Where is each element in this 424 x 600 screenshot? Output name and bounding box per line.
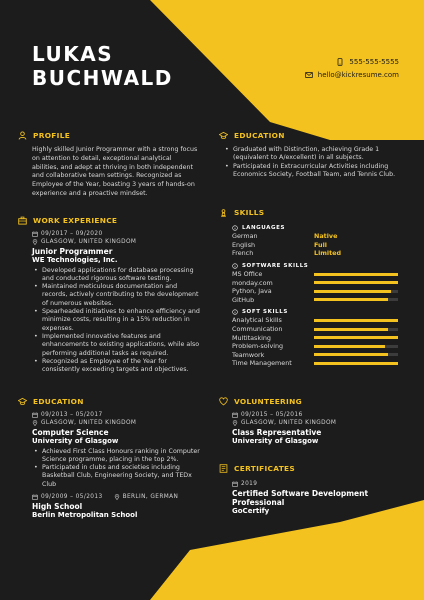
edu2-meta — [32, 493, 200, 501]
profile-title: PROFILE — [33, 130, 71, 140]
edu1-meta — [32, 411, 200, 419]
education-left-heading — [18, 395, 200, 407]
edu1-bullet-list — [32, 448, 200, 489]
email-text: hello@kickresume.com — [317, 70, 399, 79]
soft-label: SOFT SKILLS — [242, 309, 288, 316]
soft-skill-name: Communication — [232, 325, 283, 334]
languages-subheading — [232, 224, 404, 232]
software-skill-level-fill — [314, 298, 388, 301]
education-right-bullet-list — [219, 146, 404, 179]
soft-skill-row — [232, 333, 404, 342]
software-subheading — [232, 262, 404, 270]
certificate-issuer: GoCertify — [232, 507, 270, 515]
work-section — [18, 214, 200, 374]
soft-skill-row — [232, 316, 404, 325]
work-bullet-list — [32, 267, 200, 375]
certificate-meta — [232, 480, 404, 488]
software-skill-level-bar — [314, 298, 398, 301]
language-row — [232, 241, 404, 250]
info-icon — [232, 263, 238, 269]
calendar-icon — [32, 231, 38, 237]
edu1-location: GLASGOW, UNITED KINGDOM — [41, 420, 137, 426]
software-skill-name: MS Office — [232, 270, 263, 279]
soft-skill-level-fill — [314, 319, 398, 322]
volunteering-role: Class Representative — [232, 428, 322, 437]
education-right-title: EDUCATION — [234, 130, 285, 140]
edu2-degree: High School — [32, 502, 83, 512]
briefcase-icon — [18, 216, 27, 225]
phone-icon — [336, 58, 344, 66]
soft-skill-level-bar — [314, 336, 398, 339]
volunteering-section — [219, 395, 404, 446]
soft-subheading — [232, 308, 404, 316]
edu2-dates: 09/2009 – 05/2013 — [41, 494, 103, 501]
volunteering-heading — [219, 395, 404, 407]
soft-skill-name: Multitasking — [232, 333, 271, 342]
language-level: Full — [314, 240, 327, 249]
soft-skill-row — [232, 351, 404, 360]
edu1-dates: 09/2013 – 05/2017 — [41, 412, 103, 418]
software-skill-name: Python, Java — [232, 287, 272, 296]
soft-skill-level-fill — [314, 353, 388, 356]
skills-heading — [219, 206, 404, 218]
email-row[interactable] — [229, 69, 399, 80]
language-level: Limited — [314, 249, 342, 258]
languages-label: LANGUAGES — [242, 225, 286, 231]
volunteering-dates: 09/2015 – 05/2016 — [241, 412, 303, 418]
work-title: WORK EXPERIENCE — [33, 215, 118, 225]
work-location-row — [32, 238, 200, 246]
soft-skill-level-bar — [314, 328, 398, 331]
graduation-cap-icon — [219, 131, 228, 140]
soft-skills-list — [232, 316, 404, 368]
work-position: Junior Programmer — [32, 247, 113, 256]
software-label: SOFTWARE SKILLS — [242, 262, 309, 269]
software-skill-level-fill — [314, 281, 398, 284]
education-right-section — [219, 129, 404, 179]
phone-row[interactable] — [229, 56, 399, 67]
language-name: German — [232, 232, 258, 241]
person-icon — [18, 131, 27, 140]
software-skill-level-bar — [314, 273, 398, 276]
soft-skill-level-bar — [314, 362, 398, 365]
edu1-location-row — [32, 419, 200, 427]
last-name: BUCHWALD — [32, 66, 173, 90]
info-icon — [232, 309, 238, 315]
soft-skill-level-bar — [314, 353, 398, 356]
education-right-bullet: • Participated in Extracurricular Activities including Economics Society, Football Team, and Tennis Club. — [223, 163, 404, 180]
work-dates: 09/2017 – 09/2020 — [41, 231, 103, 237]
work-location: GLASGOW, UNITED KINGDOM — [41, 239, 137, 245]
calendar-icon — [32, 412, 38, 418]
education-left-section — [18, 395, 200, 520]
soft-skill-level-fill — [314, 328, 388, 331]
edu2-location: BERLIN, GERMAN — [122, 494, 179, 501]
edu1-bullet: • Participated in clubs and societies including Basketball Club, Engineering Society, and TEDx Club — [32, 464, 200, 489]
language-row — [232, 249, 404, 258]
work-bullet: • Maintained meticulous documentation and records, actively contributing to the development of numerous websites. — [32, 283, 200, 308]
graduation-cap-icon — [18, 397, 27, 406]
edu1-bullet: • Achieved First Class Honours ranking in Computer Science programme, placing in the top 2%. — [32, 448, 200, 465]
certificates-section — [219, 462, 404, 516]
language-name: French — [232, 249, 254, 258]
profile-text: Highly skilled Junior Programmer with a strong focus on attention to detail, exceptional analytical abilities, and adept at thriving in both independent and collaborative team settings. Recognized as Employee of the Year, boasting 3 years of hands-on experience and a proactive mindset. — [32, 146, 198, 197]
work-bullet: • Recognized as Employee of the Year for consistently exceeding targets and objectives. — [32, 358, 200, 375]
skills-section — [219, 206, 404, 368]
soft-skill-name: Analytical Skills — [232, 316, 282, 325]
work-bullet: • Developed applications for database processing and conducted rigorous software testing. — [32, 267, 200, 284]
location-pin-icon — [32, 420, 38, 426]
work-meta — [32, 230, 200, 238]
software-skill-row — [232, 287, 404, 296]
software-skill-name: monday.com — [232, 278, 273, 287]
languages-list — [232, 232, 404, 258]
soft-skill-row — [232, 325, 404, 334]
edu1-school: University of Glasgow — [32, 437, 119, 445]
info-icon — [232, 225, 238, 231]
certificates-title: CERTIFICATES — [234, 463, 296, 473]
soft-skill-name: Problem-solving — [232, 342, 284, 351]
soft-skill-level-fill — [314, 336, 398, 339]
heart-icon — [219, 397, 228, 406]
email-icon — [305, 71, 313, 79]
software-skill-name: GitHub — [232, 295, 255, 304]
work-company: WE Technologies, Inc. — [32, 256, 118, 264]
soft-skill-level-fill — [314, 345, 385, 348]
soft-skill-name: Teamwork — [232, 350, 265, 359]
certificates-heading — [219, 462, 404, 474]
calendar-icon — [232, 481, 238, 487]
work-bullet: • Implemented innovative features and enhancements to existing applications, while also performing additional tasks as required. — [32, 333, 200, 358]
software-skill-level-fill — [314, 273, 398, 276]
calendar-icon — [232, 412, 238, 418]
certificate-name: Certified Software Development Professional — [232, 489, 369, 507]
education-right-heading — [219, 129, 404, 141]
education-right-bullet: • Graduated with Distinction, achieving Grade 1 (equivalent to A/excellent) in all subjects. — [223, 146, 404, 163]
contact-block — [229, 56, 399, 80]
work-bullet: • Spearheaded initiatives to enhance efficiency and minimize costs, resulting in a 15% reduction in expenses. — [32, 308, 200, 333]
software-skill-level-bar — [314, 281, 398, 284]
location-pin-icon — [114, 494, 120, 500]
volunteering-location-row — [232, 419, 404, 427]
software-skill-level-bar — [314, 290, 398, 293]
volunteering-org: University of Glasgow — [232, 437, 319, 445]
soft-skill-name: Time Management — [232, 359, 292, 368]
soft-skill-level-bar — [314, 345, 398, 348]
volunteering-title: VOLUNTEERING — [234, 396, 302, 406]
location-pin-icon — [32, 239, 38, 245]
certificate-icon — [219, 464, 228, 473]
soft-skill-level-bar — [314, 319, 398, 322]
software-skill-row — [232, 278, 404, 287]
profile-heading — [18, 129, 198, 141]
software-skill-row — [232, 270, 404, 279]
volunteering-location: GLASGOW, UNITED KINGDOM — [241, 420, 337, 426]
certificate-year: 2019 — [241, 481, 258, 487]
location-pin-icon — [232, 420, 238, 426]
software-skill-level-fill — [314, 290, 391, 293]
profile-section — [18, 129, 198, 199]
soft-skill-level-fill — [314, 362, 398, 365]
education-left-title: EDUCATION — [33, 396, 84, 406]
calendar-icon — [32, 494, 38, 500]
work-heading — [18, 214, 200, 226]
edu2-school: Berlin Metropolitan School — [32, 511, 138, 520]
language-level: Native — [314, 232, 338, 241]
software-skill-row — [232, 296, 404, 305]
first-name: LUKAS — [32, 42, 114, 66]
chess-piece-icon — [219, 208, 228, 217]
phone-text: 555-555-5555 — [349, 57, 399, 66]
edu1-degree: Computer Science — [32, 428, 109, 437]
soft-skill-row — [232, 342, 404, 351]
software-skills-list — [232, 270, 404, 304]
language-row — [232, 232, 404, 241]
volunteering-meta — [232, 411, 404, 419]
language-name: English — [232, 240, 256, 249]
soft-skill-row — [232, 359, 404, 368]
skills-title: SKILLS — [234, 207, 265, 217]
